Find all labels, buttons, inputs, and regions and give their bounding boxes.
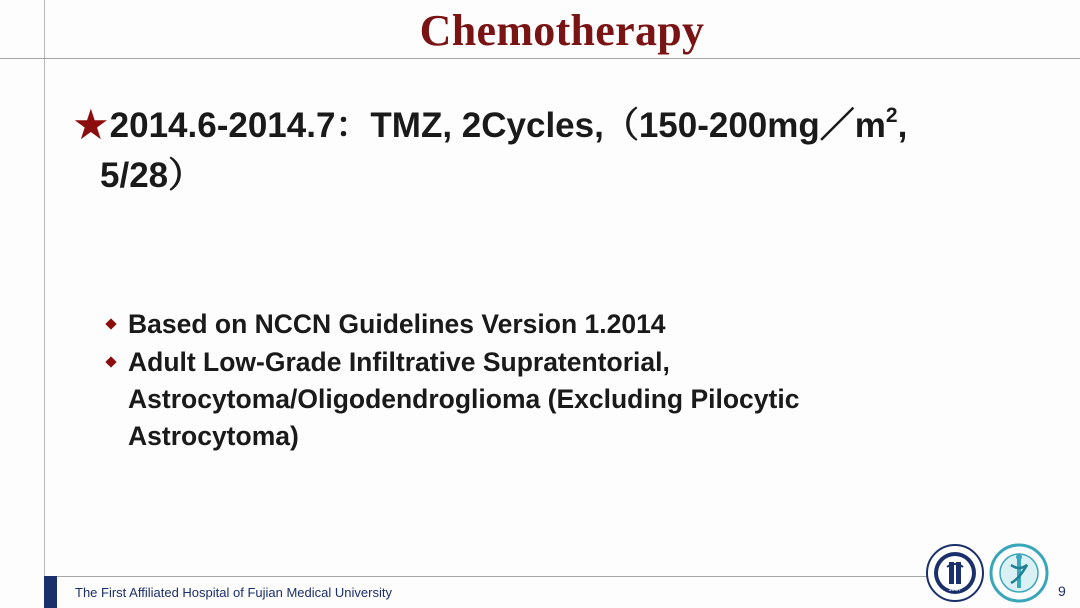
bullet-item bbox=[104, 344, 964, 455]
bullet-item bbox=[104, 306, 964, 343]
superscript: 2 bbox=[885, 104, 898, 127]
star-bullet-icon: ★ bbox=[72, 101, 110, 148]
slide-title: Chemotherapy bbox=[419, 6, 705, 55]
main-point-line-2: 5/28） bbox=[100, 156, 204, 195]
main-point bbox=[72, 100, 1052, 201]
bullet-list bbox=[104, 306, 964, 456]
diamond-bullet-icon bbox=[105, 356, 116, 367]
footer-divider bbox=[57, 576, 937, 577]
diamond-bullet-icon bbox=[105, 318, 116, 329]
title-divider bbox=[0, 58, 1080, 59]
main-point-tail: , bbox=[897, 106, 908, 145]
bullet-text: Adult Low-Grade Infiltrative Supratentorial, Astrocytoma/Oligodendroglioma (Excluding Pilocytic Astrocytoma) bbox=[128, 347, 800, 451]
main-point-text: 2014.6-2014.7：TMZ, 2Cycles,（150-200mg／m bbox=[109, 106, 886, 145]
fujian-medical-university-logo bbox=[925, 543, 985, 603]
page-number: 9 bbox=[1058, 583, 1066, 599]
logo-year: 1937 bbox=[948, 587, 962, 593]
footer-accent-bar bbox=[44, 576, 57, 608]
left-vertical-rule bbox=[44, 0, 45, 608]
footer-hospital-name: The First Affiliated Hospital of Fujian Medical University bbox=[75, 585, 392, 600]
first-affiliated-hospital-logo bbox=[989, 543, 1049, 603]
bullet-text: Based on NCCN Guidelines Version 1.2014 bbox=[128, 309, 666, 339]
main-point-line-1 bbox=[72, 100, 1052, 151]
